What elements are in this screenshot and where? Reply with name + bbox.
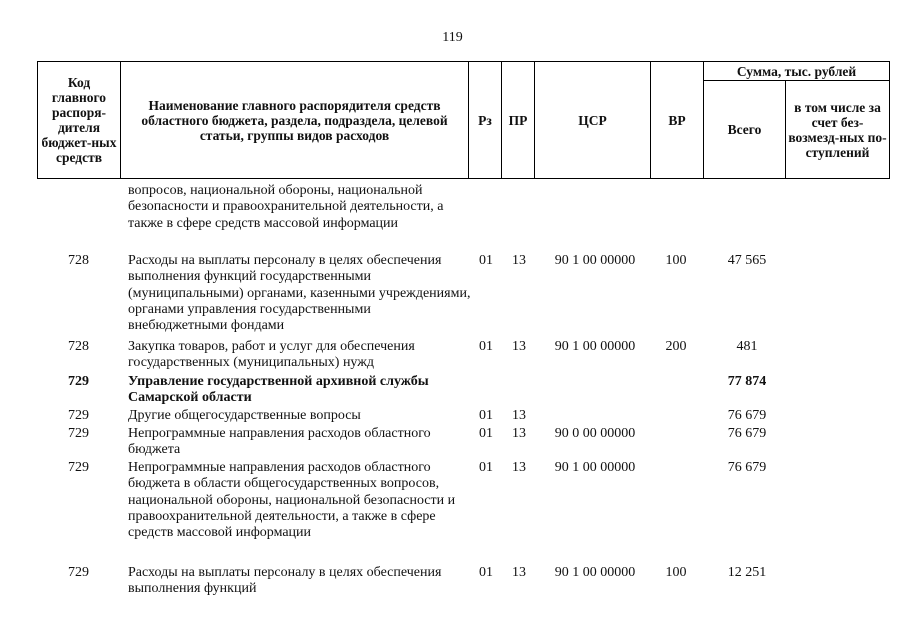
row-total: 77 874 <box>727 374 767 389</box>
header-vr: ВР <box>651 62 704 179</box>
row-pr: 13 <box>512 426 526 441</box>
header-rz: Рз <box>469 62 502 179</box>
row-name: Закупка товаров, работ и услуг для обеспечения государственных (муниципальных) нужд <box>128 339 415 371</box>
row-code: 728 <box>68 253 89 268</box>
row-name: Другие общегосударственные вопросы <box>128 408 361 423</box>
row-rz: 01 <box>479 460 493 475</box>
row-total: 76 679 <box>727 408 767 423</box>
row-pr: 13 <box>512 565 526 580</box>
header-total: Всего <box>704 81 786 179</box>
row-name: Непрограммные направления расходов областного бюджета в области общегосударственных вопросов, национальной обороны, национальной безопасности и правоохранительной деятельности, а также в сфере средств массовой информации <box>128 460 456 541</box>
header-pr: ПР <box>502 62 535 179</box>
row-code: 728 <box>68 339 89 354</box>
row-rz: 01 <box>479 426 493 441</box>
row-rz: 01 <box>479 339 493 354</box>
row-code: 729 <box>68 426 89 441</box>
row-pr: 13 <box>512 339 526 354</box>
row-vr: 200 <box>665 339 687 354</box>
header-sum: Сумма, тыс. рублей <box>704 62 890 81</box>
row-rz: 01 <box>479 253 493 268</box>
row-name: Расходы на выплаты персоналу в целях обеспечения выполнения функций <box>128 565 442 597</box>
row-pr: 13 <box>512 408 526 423</box>
row-total: 76 679 <box>727 460 767 475</box>
row-total: 481 <box>736 339 758 354</box>
table-header <box>37 61 889 179</box>
row-code: 729 <box>68 408 89 423</box>
row-code: 729 <box>68 565 89 580</box>
row-rz: 01 <box>479 565 493 580</box>
row-pr: 13 <box>512 253 526 268</box>
row-csr: 90 1 00 00000 <box>554 565 636 580</box>
row-csr: 90 1 00 00000 <box>554 253 636 268</box>
header-name: Наименование главного распорядителя средств областного бюджета, раздела, подраздела, целевой статьи, группы видов расходов <box>121 62 469 179</box>
row-total: 47 565 <box>727 253 767 268</box>
row-total: 76 679 <box>727 426 767 441</box>
header-incl: в том числе за счет без-возмезд-ных по-ступлений <box>786 81 890 179</box>
row-code: 729 <box>68 460 89 475</box>
header-code: Код главного распоря-дителя бюджет-ных средств <box>38 62 121 179</box>
row-csr: 90 1 00 00000 <box>554 339 636 354</box>
row-vr: 100 <box>665 565 687 580</box>
row-csr: 90 1 00 00000 <box>554 460 636 475</box>
row-rz: 01 <box>479 408 493 423</box>
row-pr: 13 <box>512 460 526 475</box>
row-code: 729 <box>68 374 89 389</box>
row-name: вопросов, национальной обороны, национальной безопасности и правоохранительной деятельности, а также в сфере средств массовой информации <box>128 183 444 231</box>
row-vr: 100 <box>665 253 687 268</box>
row-name: Расходы на выплаты персоналу в целях обеспечения выполнения функций государственными (муниципальными) органами, казенными учреждениями, органами управления государственными внебюджетными фондами <box>128 253 471 334</box>
page-number: 119 <box>442 30 463 45</box>
row-total: 12 251 <box>727 565 767 580</box>
row-csr: 90 0 00 00000 <box>554 426 636 441</box>
row-name: Непрограммные направления расходов областного бюджета <box>128 426 431 458</box>
row-name: Управление государственной архивной службы Самарской области <box>128 374 429 406</box>
header-csr: ЦСР <box>535 62 651 179</box>
